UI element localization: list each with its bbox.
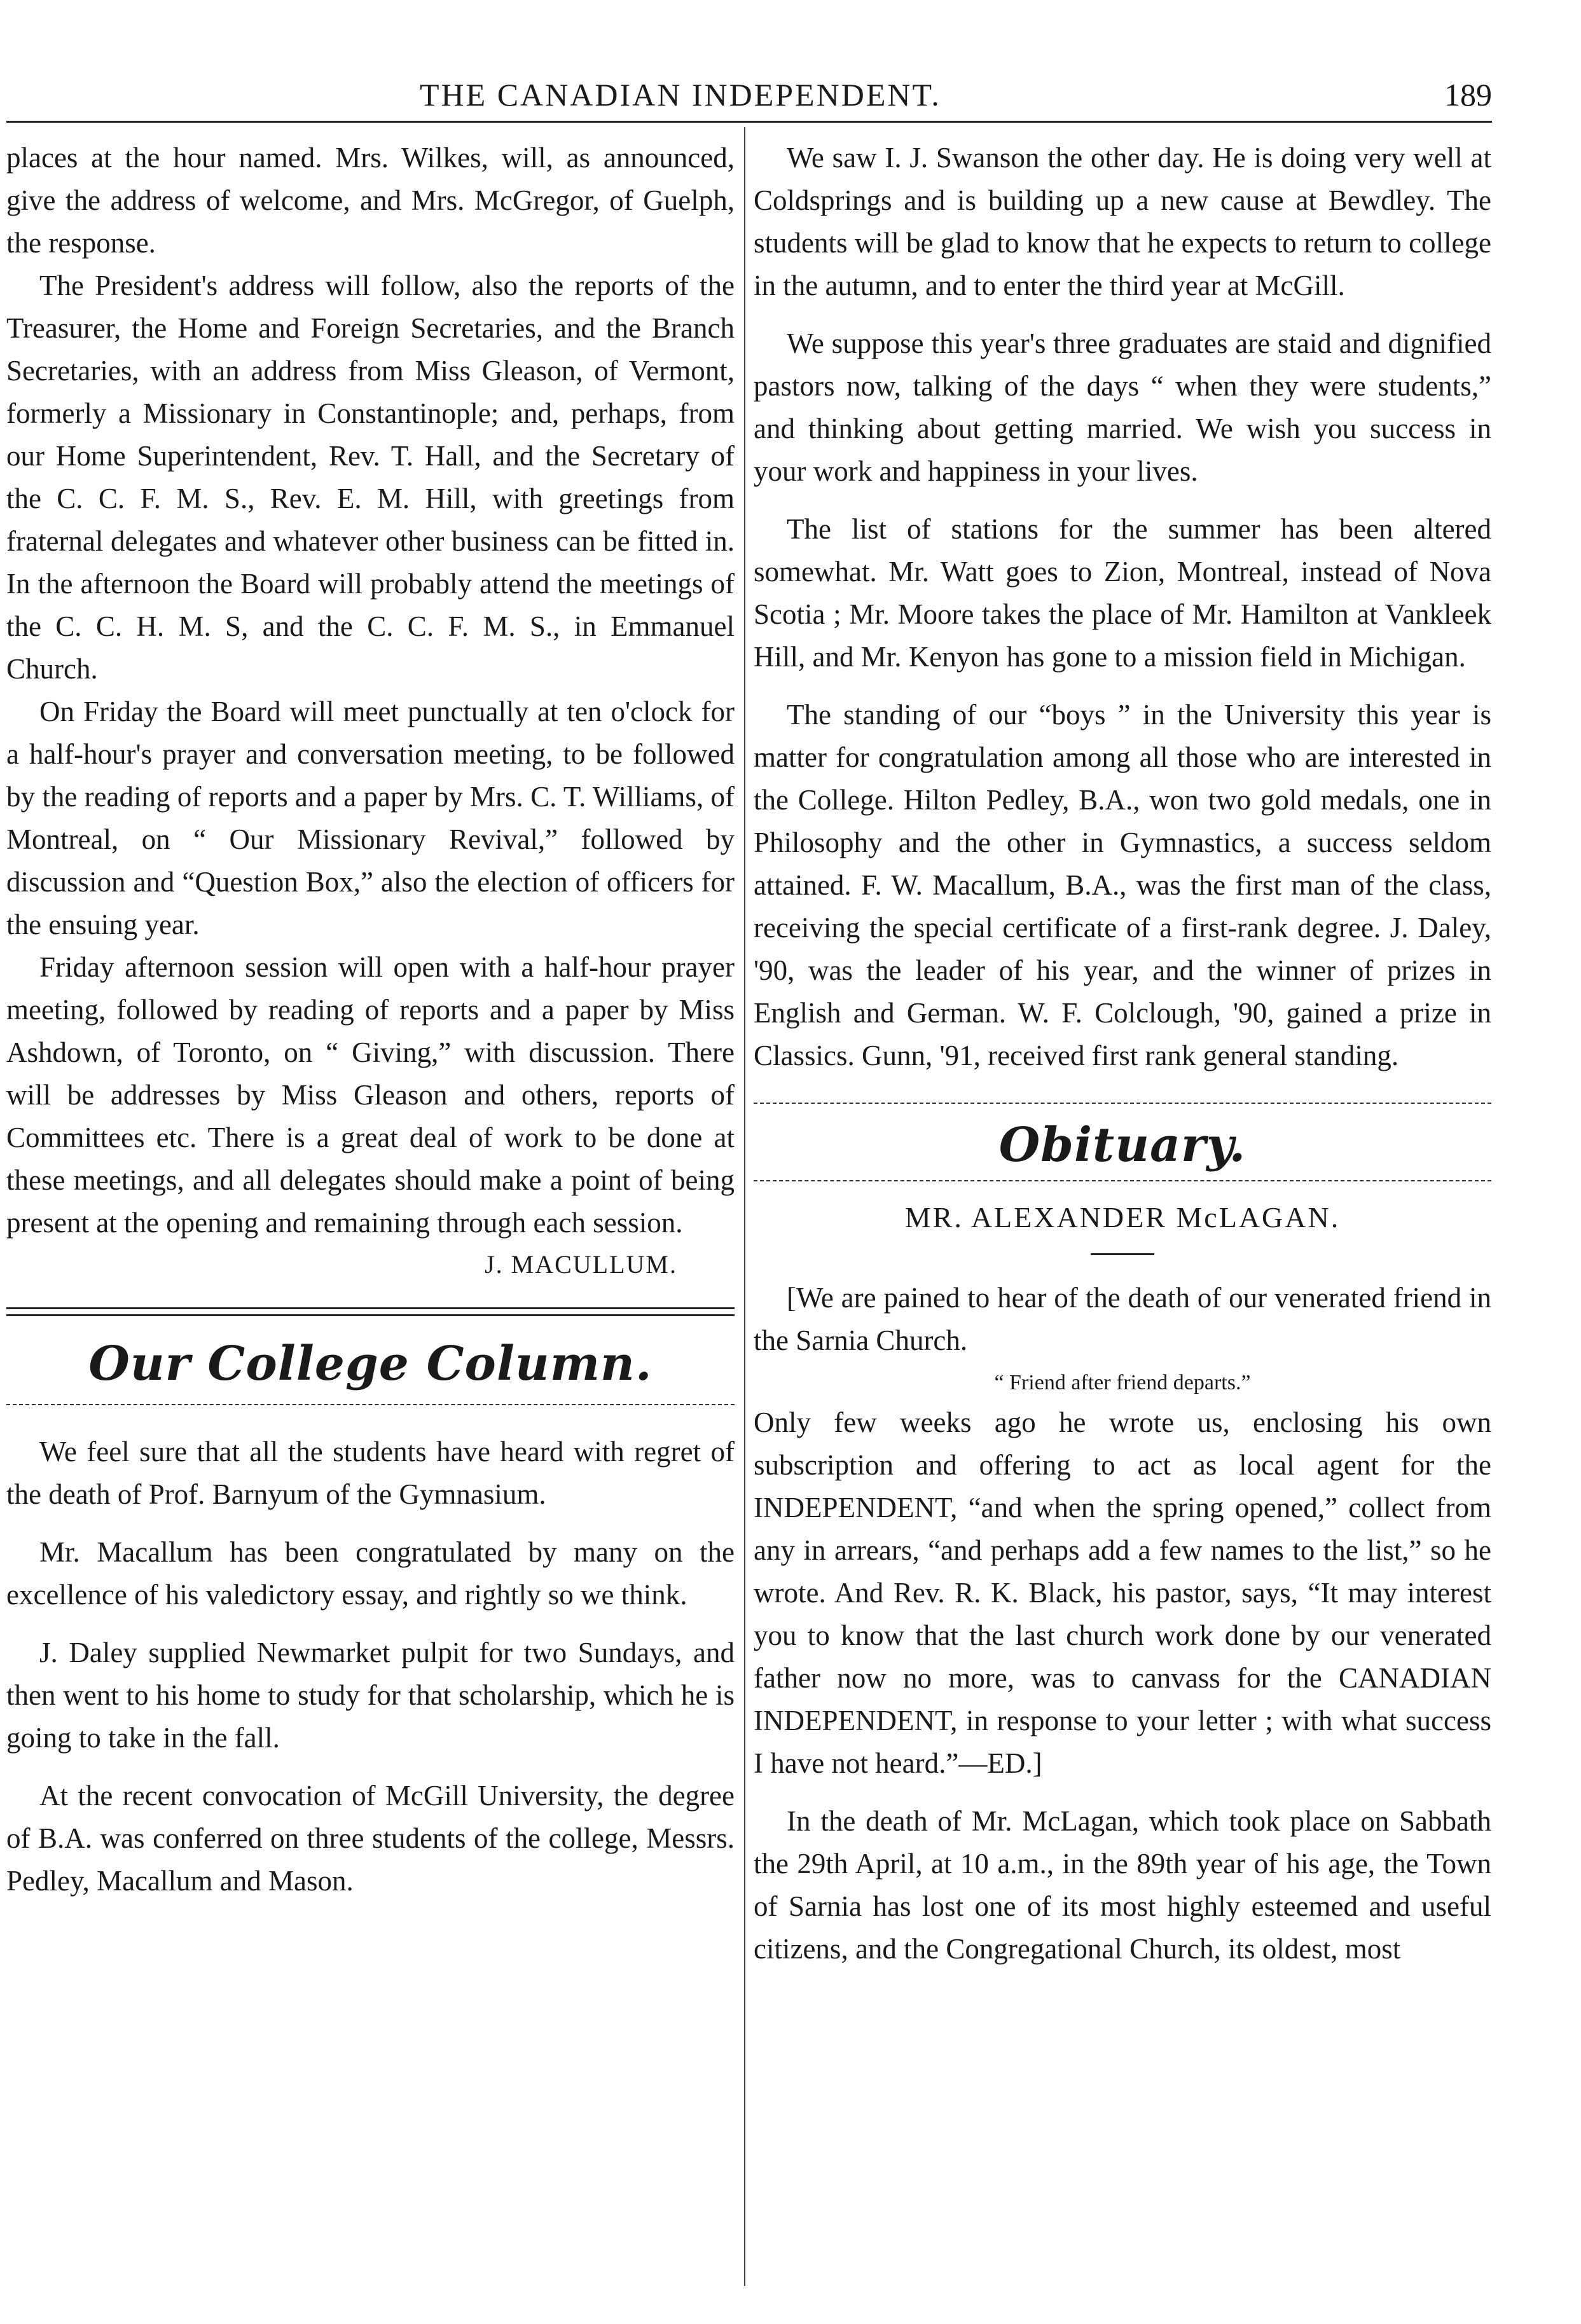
paragraph: We feel sure that all the students have heard with regret of the death of Prof. Barnyum of the Gymnasium. <box>6 1436 735 1510</box>
paragraph: Friday afternoon session will open with a half-hour prayer meeting, followed by reading of reports and a paper by Miss Ashdown, of Toronto, on “ Giving,” with discussion. There will be addresses by Miss Gleason and others, reports of Committees etc. There is a great deal of work to be done at these meetings, and all delegates should make a point of being present at the opening and remaining through each session. <box>6 951 735 1239</box>
page-header <box>0 64 1581 114</box>
right-column <box>754 137 1491 1970</box>
editor-note: [We are pained to hear of the death of our venerated friend in the Sarnia Church. <box>754 1282 1491 1356</box>
paragraph: We suppose this year's three graduates are staid and dignified pastors now, talking of the days “ when they were students,” and thinking about getting married. We wish you success in your work and happiness in your lives. <box>754 327 1491 487</box>
paragraph: We saw I. J. Swanson the other day. He is doing very well at Coldsprings and is building up a new cause at Bewdley. The students will be glad to know that he expects to return to college in the autumn, and to enter the third year at McGill. <box>754 142 1491 301</box>
running-title: THE CANADIAN INDEPENDENT. <box>420 77 941 113</box>
paragraph: The President's address will follow, also the reports of the Treasurer, the Home and Foreign Secretaries, and the Branch Secretaries, with an address from Miss Gleason, of Vermont, formerly a Missionary in Constantinople; and, perhaps, from our Home Superintendent, Rev. T. Hall, and the Secretary of the C. C. F. M. S., Rev. E. M. Hill, with greetings from fraternal delegates and whatever other business can be fitted in. In the afternoon the Board will probably attend the meetings of the C. C. H. M. S, and the C. C. F. M. S., in Emmanuel Church. <box>6 270 735 685</box>
epigraph: “ Friend after friend departs.” <box>994 1371 1251 1394</box>
paragraph: Mr. Macallum has been congratulated by many on the excellence of his valedictory essay, and rightly so we think. <box>6 1536 735 1611</box>
paragraph: At the recent convocation of McGill University, the degree of B.A. was conferred on three students of the college, Messrs. Pedley, Macallum and Mason. <box>6 1780 735 1897</box>
section-rule <box>6 1404 735 1405</box>
section-rule <box>754 1103 1491 1104</box>
obituary-name: MR. ALEXANDER McLAGAN. <box>904 1201 1341 1234</box>
paragraph: The standing of our “boys ” in the University this year is matter for congratulation among all those who are interested in the College. Hilton Pedley, B.A., won two gold medals, one in Philosophy and the other in Gymnastics, a success seldom attained. F. W. Macallum, B.A., was the first man of the class, receiving the special certificate of a first-rank degree. J. Daley, '90, was the leader of his year, and the winner of prizes in English and German. W. F. Colclough, '90, gained a prize in Classics. Gunn, '91, received first rank general standing. <box>754 699 1491 1071</box>
short-rule <box>1091 1253 1154 1255</box>
paragraph: places at the hour named. Mrs. Wilkes, will, as announced, give the address of welcome, and Mrs. McGregor, of Guelph, the response. <box>6 142 735 259</box>
paragraph: On Friday the Board will meet punctually at ten o'clock for a half-hour's prayer and conversation meeting, to be followed by the reading of reports and a paper by Mrs. C. T. Williams, of Montreal, on “ Our Missionary Revival,” followed by discussion and “Question Box,” also the election of officers for the ensuing year. <box>6 696 735 940</box>
page-number: 189 <box>1444 77 1492 113</box>
column-divider <box>744 127 745 2286</box>
section-rule <box>6 1307 735 1316</box>
paragraph: J. Daley supplied Newmarket pulpit for two Sundays, and then went to his home to study for that scholarship, which he is going to take in the fall. <box>6 1637 735 1754</box>
left-column <box>6 137 735 1902</box>
section-title-college-column: Our College Column. <box>88 1337 652 1391</box>
header-rule <box>6 121 1492 123</box>
paragraph: Only few weeks ago he wrote us, enclosing his own subscription and offering to act as local agent for the INDEPENDENT, “and when the spring opened,” collect from any in arrears, “and perhaps add a few names to the list,” so he wrote. And Rev. R. K. Black, his pastor, says, “It may interest you to know that the last church work done by our venerated father now no more, was to canvass for the CANADIAN INDEPENDENT, in response to your letter ; with what success I have not heard.”—ED.] <box>754 1406 1491 1779</box>
section-title-obituary: Obituary. <box>998 1118 1246 1172</box>
signature: J. MACULLUM. <box>485 1250 677 1279</box>
section-rule <box>754 1180 1491 1181</box>
paragraph: In the death of Mr. McLagan, which took place on Sabbath the 29th April, at 10 a.m., in the 89th year of his age, the Town of Sarnia has lost one of its most highly esteemed and useful citizens, and the Congregational Church, its oldest, most <box>754 1805 1491 1965</box>
paragraph: The list of stations for the summer has been altered somewhat. Mr. Watt goes to Zion, Montreal, instead of Nova Scotia ; Mr. Moore takes the place of Mr. Hamilton at Vankleek Hill, and Mr. Kenyon has gone to a mission field in Michigan. <box>754 513 1491 673</box>
